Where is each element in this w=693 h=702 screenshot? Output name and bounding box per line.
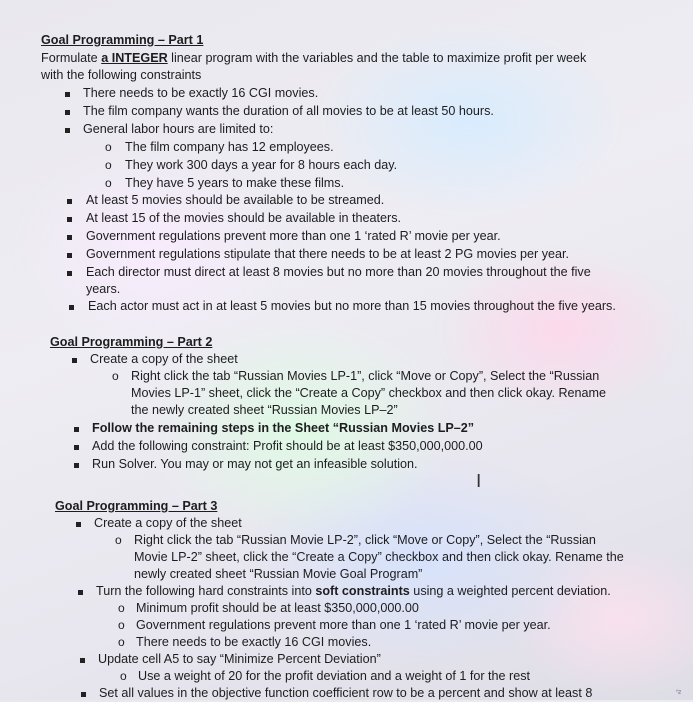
bullet-icon bbox=[65, 110, 70, 115]
bullet-icon bbox=[74, 445, 79, 450]
bullet-icon bbox=[74, 463, 79, 468]
bullet-icon bbox=[67, 217, 72, 222]
circle-bullet-icon: o bbox=[118, 618, 125, 632]
corner-mark: ʻ² bbox=[676, 688, 681, 698]
list-item: There needs to be exactly 16 CGI movies. bbox=[83, 86, 319, 100]
list-item-continued: years. bbox=[86, 282, 121, 296]
circle-bullet-icon: o bbox=[105, 158, 112, 172]
bullet-icon bbox=[80, 658, 85, 663]
sub-list-item: Use a weight of 20 for the profit deviation and a weight of 1 for the rest bbox=[138, 669, 531, 683]
list-item: Set all values in the objective function coefficient row to be a percent and show at least 8 bbox=[99, 686, 593, 700]
list-item: Turn the following hard constraints into soft constraints using a weighted percent deviation. bbox=[96, 584, 611, 598]
text-cursor-icon: I bbox=[476, 471, 482, 492]
bullet-icon bbox=[67, 199, 72, 204]
circle-bullet-icon: o bbox=[112, 369, 119, 383]
bullet-icon bbox=[74, 427, 79, 432]
circle-bullet-icon: o bbox=[118, 635, 125, 649]
sub-list-item: The film company has 12 employees. bbox=[125, 140, 334, 154]
sub-list-item-continued: the newly created sheet “Russian Movies LP–2” bbox=[131, 403, 398, 417]
bullet-icon bbox=[65, 128, 70, 133]
bullet-icon bbox=[81, 692, 86, 697]
circle-bullet-icon: o bbox=[118, 601, 125, 615]
list-item: At least 5 movies should be available to be streamed. bbox=[86, 193, 385, 207]
sub-list-item: They have 5 years to make these films. bbox=[125, 176, 345, 190]
sub-list-item: There needs to be exactly 16 CGI movies. bbox=[136, 635, 372, 649]
list-item: Each director must direct at least 8 movies but no more than 20 movies throughout the five bbox=[86, 265, 591, 279]
bullet-icon bbox=[67, 253, 72, 258]
part2-title: Goal Programming – Part 2 bbox=[50, 335, 213, 349]
list-item: Run Solver. You may or may not get an infeasible solution. bbox=[92, 457, 418, 471]
sub-list-item: Government regulations prevent more than one 1 ‘rated R’ movie per year. bbox=[136, 618, 551, 632]
list-item: At least 15 of the movies should be available in theaters. bbox=[86, 211, 402, 225]
bullet-icon bbox=[65, 92, 70, 97]
sub-list-item: They work 300 days a year for 8 hours each day. bbox=[125, 158, 398, 172]
bullet-icon bbox=[72, 358, 77, 363]
list-item: Government regulations stipulate that there needs to be at least 2 PG movies per year. bbox=[86, 247, 570, 261]
list-item: Follow the remaining steps in the Sheet “Russian Movies LP–2” bbox=[92, 421, 475, 435]
list-item: Each actor must act in at least 5 movies but no more than 15 movies throughout the five years. bbox=[88, 299, 616, 313]
sub-list-item: Right click the tab “Russian Movie LP-2”, click “Move or Copy”, Select the “Russian bbox=[134, 533, 596, 547]
part3-title: Goal Programming – Part 3 bbox=[55, 499, 218, 513]
bullet-icon bbox=[78, 590, 83, 595]
list-item: Add the following constraint: Profit should be at least $350,000,000.00 bbox=[92, 439, 483, 453]
part1-title: Goal Programming – Part 1 bbox=[41, 33, 204, 47]
sub-list-item-continued: Movies LP-1” sheet, click the “Create a Copy” checkbox and then click okay. Rename bbox=[131, 386, 607, 400]
circle-bullet-icon: o bbox=[115, 533, 122, 547]
sub-list-item: Right click the tab “Russian Movies LP-1”, click “Move or Copy”, Select the “Russian bbox=[131, 369, 600, 383]
bullet-icon bbox=[67, 271, 72, 276]
sub-list-item: Minimum profit should be at least $350,000,000.00 bbox=[136, 601, 419, 615]
circle-bullet-icon: o bbox=[105, 140, 112, 154]
bullet-icon bbox=[69, 305, 74, 310]
part1-intro-line2: with the following constraints bbox=[41, 68, 202, 82]
list-item: General labor hours are limited to: bbox=[83, 122, 274, 136]
list-item: Update cell A5 to say “Minimize Percent Deviation” bbox=[98, 652, 381, 666]
circle-bullet-icon: o bbox=[120, 669, 127, 683]
list-item: Create a copy of the sheet bbox=[94, 516, 242, 530]
part1-intro-line1: Formulate a INTEGER linear program with the variables and the table to maximize profit per week bbox=[41, 51, 587, 65]
list-item: The film company wants the duration of all movies to be at least 50 hours. bbox=[83, 104, 494, 118]
sub-list-item-continued: Movie LP-2” sheet, click the “Create a Copy” checkbox and then click okay. Rename the bbox=[134, 550, 624, 564]
sub-list-item-continued: newly created sheet “Russian Movie Goal Program” bbox=[134, 567, 423, 581]
circle-bullet-icon: o bbox=[105, 176, 112, 190]
list-item: Create a copy of the sheet bbox=[90, 352, 238, 366]
list-item: Government regulations prevent more than one 1 ‘rated R’ movie per year. bbox=[86, 229, 501, 243]
bullet-icon bbox=[67, 235, 72, 240]
bullet-icon bbox=[76, 522, 81, 527]
